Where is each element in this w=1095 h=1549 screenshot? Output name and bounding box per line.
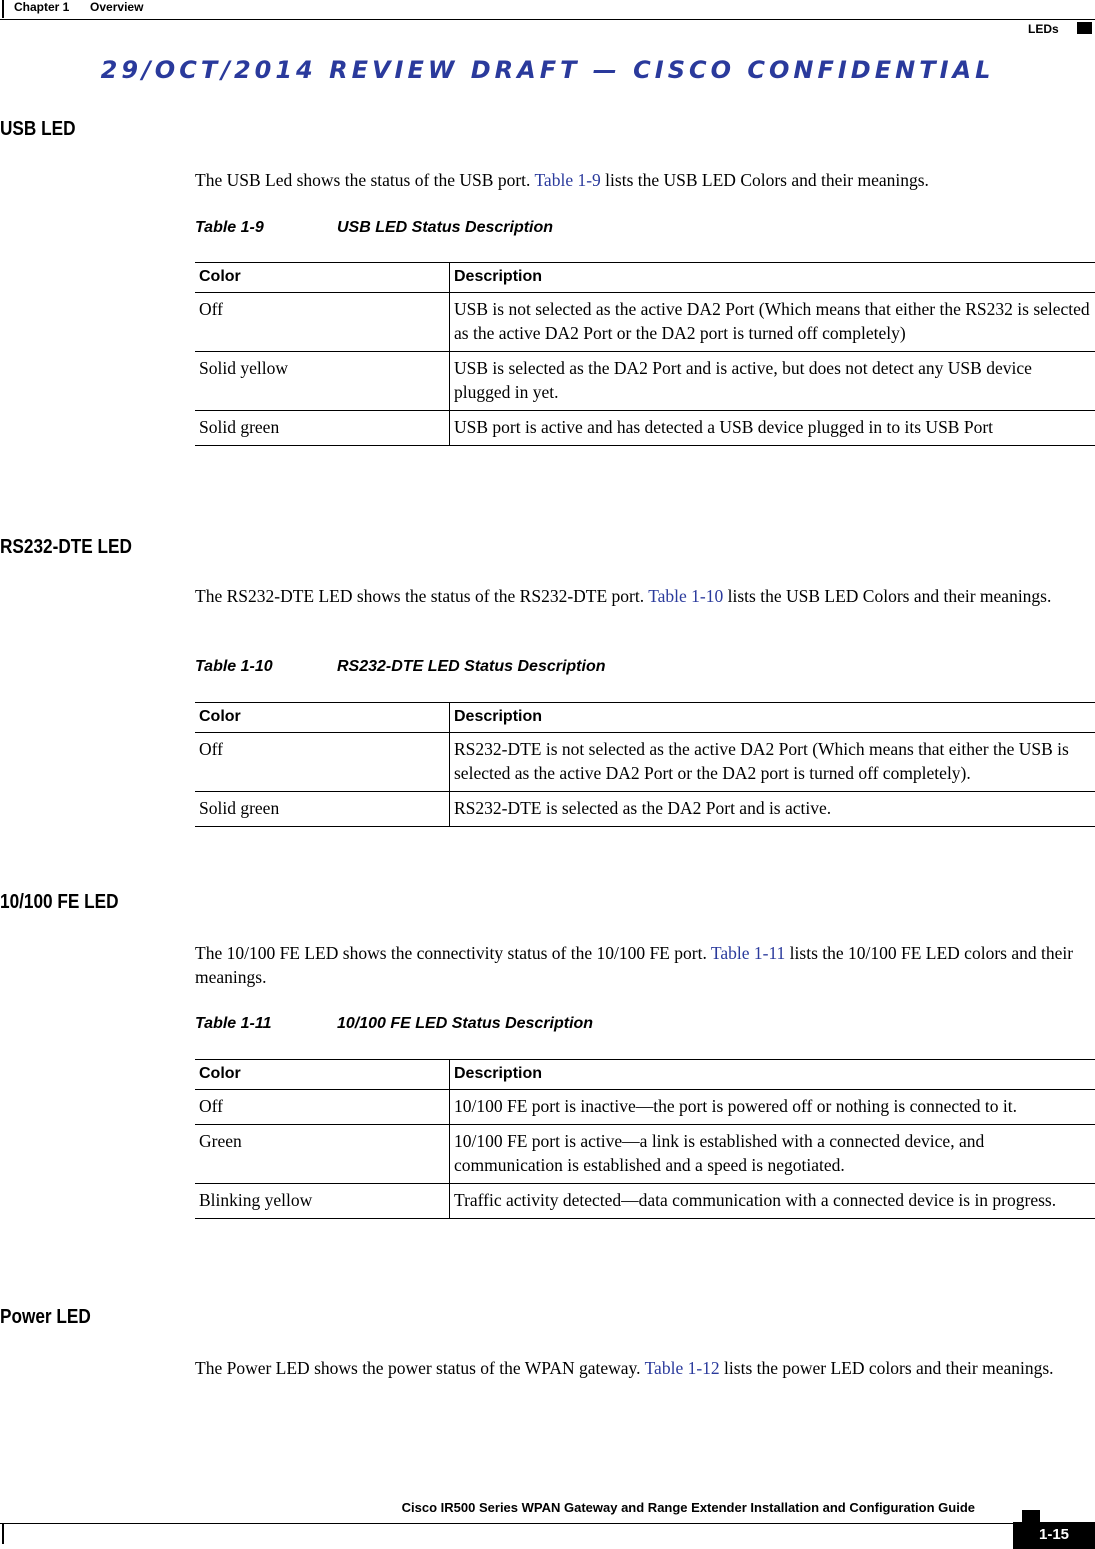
section-heading-power: Power LED xyxy=(0,1306,91,1328)
table-caption xyxy=(195,1015,593,1033)
footer-marker xyxy=(1022,1510,1040,1522)
description-cell: USB port is active and has detected a USB device plugged in to its USB Port xyxy=(450,411,1095,446)
chapter-label: Chapter 1 xyxy=(14,0,70,14)
color-cell: Off xyxy=(195,733,450,792)
rs232-led-table xyxy=(195,702,1095,827)
table-row xyxy=(195,792,1095,827)
table-caption xyxy=(195,658,606,676)
para-text: lists the 10/100 FE LED colors and their meanings. xyxy=(195,943,1074,987)
table-title: RS232-DTE LED Status Description xyxy=(337,658,606,675)
para-text: lists the USB LED Colors and their meanings. xyxy=(723,586,1052,606)
para-text: lists the power LED colors and their meanings. xyxy=(719,1358,1054,1378)
para-text: The USB Led shows the status of the USB port. xyxy=(195,170,535,190)
table-title: USB LED Status Description xyxy=(337,219,554,236)
table-row xyxy=(195,733,1095,792)
color-cell: Solid green xyxy=(195,411,450,446)
footer-rule xyxy=(0,1523,1095,1524)
footer-left-bar xyxy=(2,1524,4,1544)
table-title: 10/100 FE LED Status Description xyxy=(337,1015,594,1032)
color-cell: Solid green xyxy=(195,792,450,827)
section-heading-fe: 10/100 FE LED xyxy=(0,891,119,913)
table-row xyxy=(195,293,1095,352)
color-cell: Off xyxy=(195,1090,450,1125)
column-header: Color xyxy=(195,263,450,293)
chapter-title: Overview xyxy=(90,0,144,14)
color-cell: Green xyxy=(195,1125,450,1184)
header-rule xyxy=(0,19,1095,20)
table-link[interactable]: Table 1-11 xyxy=(710,943,786,963)
column-header: Description xyxy=(450,703,1095,733)
column-header: Description xyxy=(450,263,1095,293)
table-row xyxy=(195,1090,1095,1125)
table-row xyxy=(195,352,1095,411)
description-cell: USB is selected as the DA2 Port and is active, but does not detect any USB device plugged in yet. xyxy=(450,352,1095,411)
table-number: Table 1-10 xyxy=(195,658,273,675)
table-link[interactable]: Table 1-10 xyxy=(648,586,724,606)
table-row xyxy=(195,1184,1095,1219)
power-paragraph xyxy=(195,1356,1095,1380)
description-cell: USB is not selected as the active DA2 Port (Which means that either the RS232 is selected as the active DA2 Port or the DA2 port is turned off completely) xyxy=(450,293,1095,352)
description-cell: RS232-DTE is selected as the DA2 Port and is active. xyxy=(450,792,1095,827)
para-text: The Power LED shows the power status of the WPAN gateway. xyxy=(195,1358,645,1378)
usb-paragraph xyxy=(195,168,1095,192)
para-text: The 10/100 FE LED shows the connectivity status of the 10/100 FE port. xyxy=(195,943,711,963)
table-header-row xyxy=(195,1060,1095,1090)
table-link[interactable]: Table 1-12 xyxy=(644,1358,720,1378)
table-caption xyxy=(195,219,553,237)
table-header-row xyxy=(195,703,1095,733)
color-cell: Off xyxy=(195,293,450,352)
description-cell: 10/100 FE port is active—a link is established with a connected device, and communication is established and a speed is negotiated. xyxy=(450,1125,1095,1184)
draft-banner: 29/OCT/2014 REVIEW DRAFT — CISCO CONFIDENTIAL xyxy=(100,56,995,84)
usb-led-table xyxy=(195,262,1095,446)
color-cell: Blinking yellow xyxy=(195,1184,450,1219)
page-number: 1-15 xyxy=(1013,1522,1095,1549)
header-marker xyxy=(1077,22,1092,34)
rs232-paragraph xyxy=(195,584,1095,608)
section-heading-usb: USB LED xyxy=(0,118,76,140)
table-header-row xyxy=(195,263,1095,293)
section-heading-rs232: RS232-DTE LED xyxy=(0,536,132,558)
table-link[interactable]: Table 1-9 xyxy=(534,170,601,190)
para-text: The RS232-DTE LED shows the status of the RS232-DTE port. xyxy=(195,586,649,606)
description-cell: Traffic activity detected—data communication with a connected device is in progress. xyxy=(450,1184,1095,1219)
description-cell: RS232-DTE is not selected as the active DA2 Port (Which means that either the USB is selected as the active DA2 Port or the DA2 port is turned off completely). xyxy=(450,733,1095,792)
table-row xyxy=(195,1125,1095,1184)
description-cell: 10/100 FE port is inactive—the port is powered off or nothing is connected to it. xyxy=(450,1090,1095,1125)
header-left-bar xyxy=(2,0,4,18)
column-header: Description xyxy=(450,1060,1095,1090)
fe-paragraph xyxy=(195,941,1095,989)
column-header: Color xyxy=(195,1060,450,1090)
table-number: Table 1-9 xyxy=(195,219,264,236)
table-number: Table 1-11 xyxy=(195,1015,272,1032)
header-chapter xyxy=(14,0,143,14)
para-text: lists the USB LED Colors and their meanings. xyxy=(600,170,929,190)
table-row xyxy=(195,411,1095,446)
fe-led-table xyxy=(195,1059,1095,1219)
color-cell: Solid yellow xyxy=(195,352,450,411)
footer-guide-title: Cisco IR500 Series WPAN Gateway and Range Extender Installation and Configuration Guide xyxy=(401,1500,975,1515)
column-header: Color xyxy=(195,703,450,733)
header-section: LEDs xyxy=(1028,22,1059,36)
